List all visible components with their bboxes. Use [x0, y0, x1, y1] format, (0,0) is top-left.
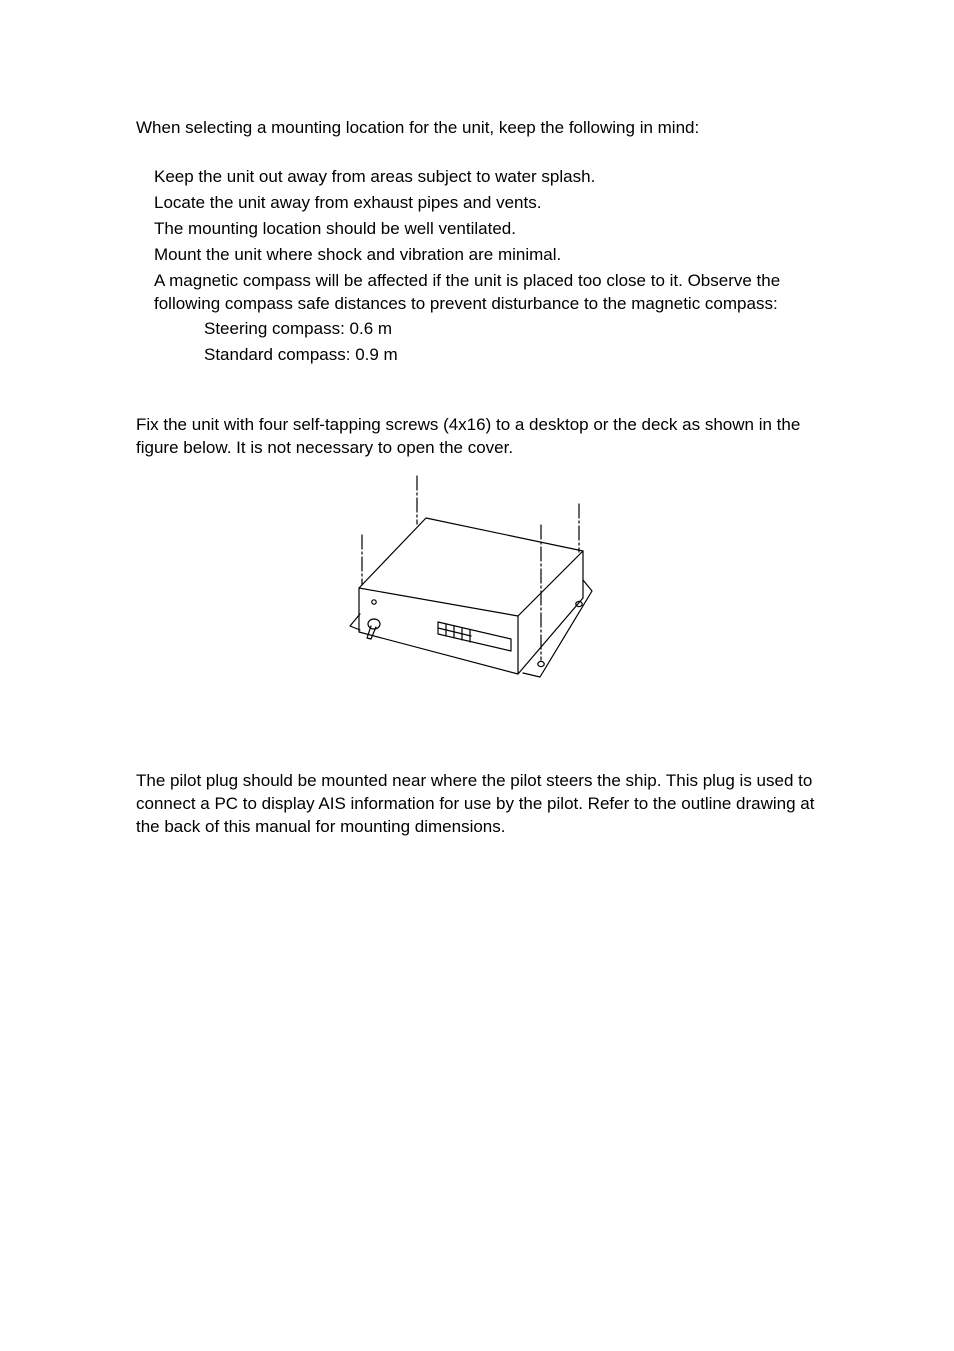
intro-text: When selecting a mounting location for the unit, keep the following in mind:: [136, 118, 700, 137]
mounting-hole: [538, 661, 544, 666]
guideline-item: The mounting location should be well ventilated.: [154, 219, 516, 238]
guideline-item: Locate the unit away from exhaust pipes and vents.: [154, 193, 542, 212]
guideline-item: Mount the unit where shock and vibration are minimal.: [154, 245, 562, 264]
unit-mounting-drawing: [340, 470, 610, 690]
power-switch-icon: [368, 619, 380, 629]
unit-mounting-figure: [340, 470, 610, 690]
guideline-item: Keep the unit out away from areas subject to water splash.: [154, 167, 596, 186]
unit-top-face: [359, 518, 583, 616]
unit-side-face: [518, 551, 583, 674]
mounting-guidelines-list: [154, 165, 824, 369]
compass-distance-item: Steering compass: 0.6 m: [204, 319, 393, 338]
connector-panel: [438, 622, 511, 651]
fixing-instruction-text: Fix the unit with four self-tapping screws (4x16) to a desktop or the deck as shown in the figure below. It is not necessary to open the cover.: [136, 415, 801, 457]
guideline-item-compass: [154, 269, 824, 366]
compass-distance-list: [204, 317, 824, 366]
pilot-plug-text: The pilot plug should be mounted near where the pilot steers the ship. This plug is used to connect a PC to display AIS information for use by the pilot. Refer to the outline drawing at the back of this manual for mounting dimensions.: [136, 771, 815, 836]
compass-distance-item: Standard compass: 0.9 m: [204, 345, 398, 364]
guideline-compass-text: A magnetic compass will be affected if the unit is placed too close to it. Observe the following compass safe distances to prevent disturbance to the magnetic compass:: [154, 271, 781, 313]
indicator-lamp-icon: [372, 600, 376, 604]
